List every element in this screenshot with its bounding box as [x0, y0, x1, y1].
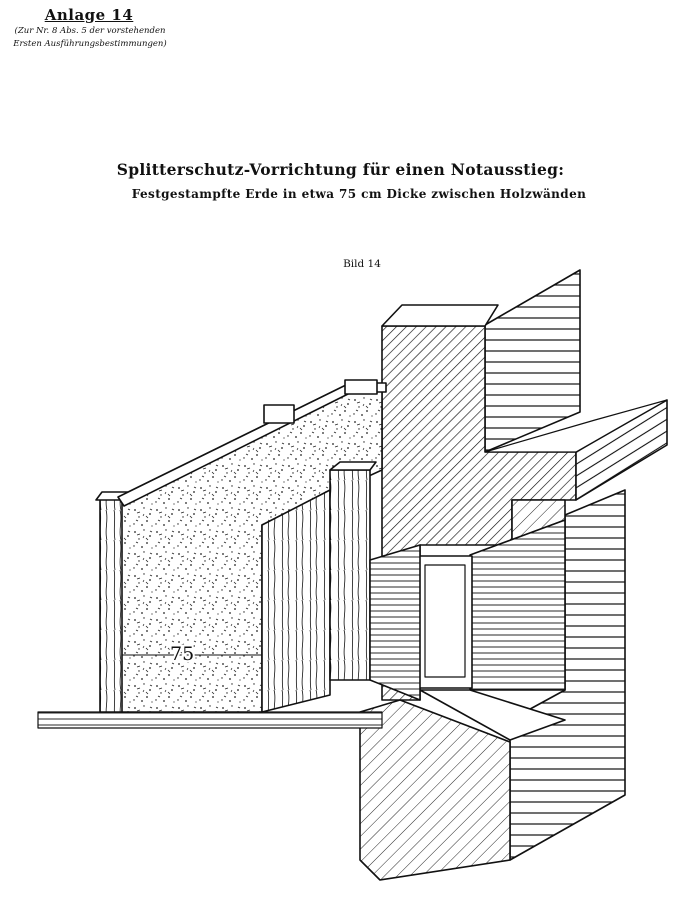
annex-reference-line-1: (Zur Nr. 8 Abs. 5 der vorstehenden	[14, 26, 166, 36]
page-subtitle: Festgestampfte Erde in etwa 75 cm Dicke zwischen Holzwänden	[131, 187, 587, 201]
post-top-2	[345, 380, 377, 394]
annex-reference-line-2: Ersten Ausführungsbestimmungen)	[13, 39, 167, 49]
building-wall-upper	[485, 270, 580, 452]
annex-title: Anlage 14	[44, 6, 134, 24]
page-title: Splitterschutz-Vorrichtung für einen Notausstieg:	[116, 160, 565, 179]
dimension-label: 75	[170, 643, 195, 665]
post-top-1	[264, 405, 294, 423]
figure-label: Bild 14	[343, 258, 381, 270]
wall-top-face	[382, 305, 498, 326]
inner-post	[330, 470, 370, 680]
inner-timber-wall	[262, 490, 330, 712]
hatch-frame-inner	[425, 565, 465, 677]
plank-run	[370, 545, 420, 700]
ground-base	[38, 712, 382, 728]
